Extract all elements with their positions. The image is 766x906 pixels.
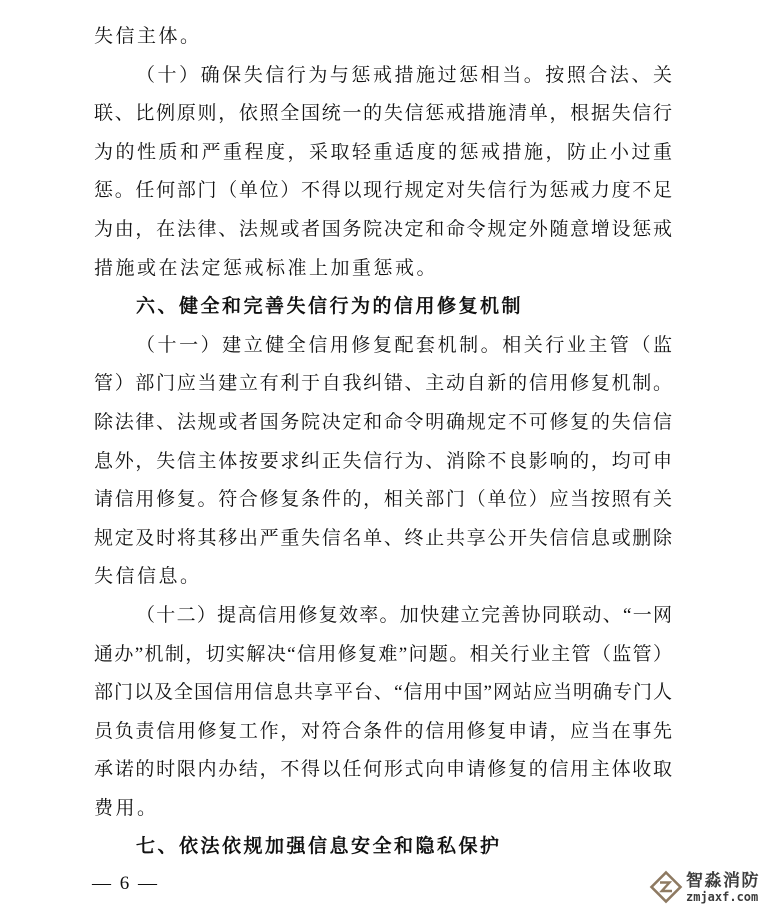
paragraph-line: 为的性质和严重程度，采取轻重适度的惩戒措施，防止小过重 (94, 141, 672, 163)
watermark-brand: 智淼消防 (686, 870, 760, 890)
document-body (94, 18, 672, 867)
paragraph-line: （十）确保失信行为与惩戒措施过惩相当。按照合法、关 (136, 64, 672, 86)
paragraph-line: 失信信息。 (94, 566, 202, 588)
watermark-logo (649, 870, 760, 904)
paragraph-line: 除法律、法规或者国务院决定和命令明确规定不可修复的失信信 (94, 411, 672, 433)
paragraph-line: 费用。 (94, 797, 159, 819)
paragraph-line: 息外，失信主体按要求纠正失信行为、消除不良影响的，均可申 (94, 450, 672, 472)
paragraph-line: 通办”机制，切实解决“信用修复难”问题。相关行业主管（监管） (94, 643, 672, 665)
paragraph-line: 联、比例原则，依照全国统一的失信惩戒措施清单，根据失信行 (94, 103, 672, 125)
paragraph-line: 失信主体。 (94, 26, 202, 47)
paragraph-line: 部门以及全国信用信息共享平台、“信用中国”网站应当明确专门人 (94, 682, 672, 704)
paragraph-line: 措施或在法定惩戒标准上加重惩戒。 (94, 257, 439, 279)
watermark-text (686, 871, 760, 904)
paragraph-line: 请信用修复。符合修复条件的，相关部门（单位）应当按照有关 (94, 489, 672, 511)
section-heading: 六、健全和完善失信行为的信用修复机制 (136, 296, 524, 318)
watermark-domain: zmjaxf.com (686, 889, 759, 904)
paragraph-line: 惩。任何部门（单位）不得以现行规定对失信行为惩戒力度不足 (94, 180, 672, 202)
section-heading: 七、依法依规加强信息安全和隐私保护 (136, 836, 502, 858)
paragraph-line: 员负责信用修复工作，对符合条件的信用修复申请，应当在事先 (94, 720, 672, 742)
page-number: — 6 — (92, 873, 159, 894)
diamond-z-icon (649, 870, 683, 904)
paragraph-line: 承诺的时限内办结，不得以任何形式向申请修复的信用主体收取 (94, 759, 672, 781)
paragraph-line: （十二）提高信用修复效率。加快建立完善协同联动、“一网 (136, 604, 672, 626)
paragraph-line: 管）部门应当建立有利于自我纠错、主动自新的信用修复机制。 (94, 373, 672, 395)
paragraph-line: （十一）建立健全信用修复配套机制。相关行业主管（监 (136, 334, 672, 356)
paragraph-line: 为由，在法律、法规或者国务院决定和命令规定外随意增设惩戒 (94, 218, 672, 240)
paragraph-line: 规定及时将其移出严重失信名单、终止共享公开失信信息或删除 (94, 527, 672, 549)
